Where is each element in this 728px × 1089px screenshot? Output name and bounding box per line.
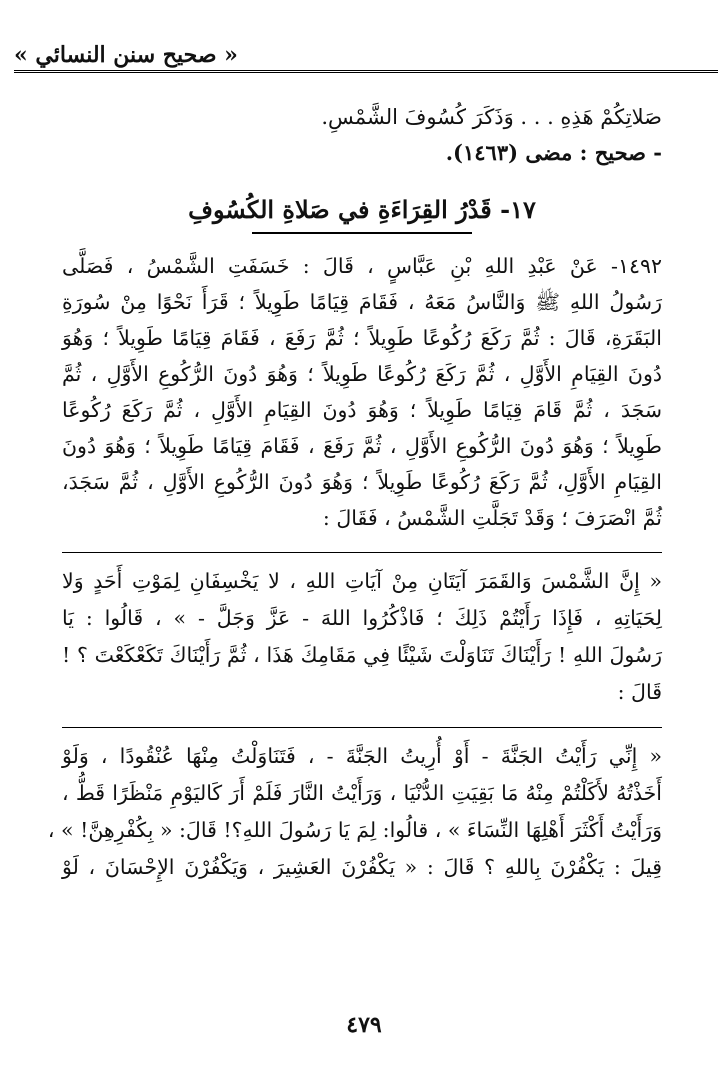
book-title: « صحيح سنن النسائي » (14, 42, 238, 68)
section-divider (62, 552, 662, 553)
intro-text (62, 100, 662, 134)
text-line: « إِنَّ الشَّمْسَ وَالقَمَرَ آيَتَانِ مِنْ آيَاتِ اللهِ ، لا يَخْسِفَانِ لِمَوْتِ أَحَدٍ وَلا (62, 569, 662, 593)
section-divider (62, 727, 662, 728)
text-line: لِحَيَاتِهِ ، فَإِذَا رَأَيْتُمْ ذَلِكَ ؛ فَاذْكُرُوا اللهَ - عَزَّ وَجَلَّ - » ، قَالُوا : يَا (62, 606, 662, 630)
text-line: سَجَدَ ، ثُمَّ قَامَ قِيَامًا طَوِيلاً ؛ وَهُوَ دُونَ القِيَامِ الأَوَّلِ ، ثُمَّ رَكَعَ رُكُوعًا (62, 398, 662, 422)
text-line: وَرَأَيْتُ أَكْثَرَ أَهْلِهَا النِّسَاءَ » ، قالُوا: لِمَ يَا رَسُولَ اللهِ؟! قَالَ: « بِكُفْرِهِنَّ! » ، (47, 818, 662, 842)
text-line: قَالَ : (617, 680, 662, 704)
hadith-grade: - صحيح : مضى (١٤٦٣). (445, 140, 662, 165)
text-line: ثُمَّ انْصَرَفَ ؛ وَقَدْ تَجَلَّتِ الشَّمْسُ ، فَقَالَ : (322, 506, 662, 530)
text-line: قِيلَ : يَكْفُرْنَ بِاللهِ ؟ قَالَ : « يَكْفُرْنَ العَشِيرَ ، وَيَكْفُرْنَ الإِحْسَانَ ، لَوْ (62, 855, 662, 879)
text-line: البَقَرَةِ، قَالَ : ثُمَّ رَكَعَ رُكُوعًا طَوِيلاً ؛ ثُمَّ رَفَعَ ، فَقَامَ قِيَامًا طَوِيلاً ؛ وَهُوَ (62, 326, 662, 350)
text-line: القِيَامِ الأَوَّلِ، ثُمَّ رَكَعَ رُكُوعًا طَوِيلاً ؛ وَهُوَ دُونَ الرُّكُوعِ الأَوَّلِ ، ثُمَّ سَجَدَ، (62, 470, 662, 494)
page-content (47, 100, 662, 886)
running-header (14, 40, 718, 73)
heading-underline (252, 232, 472, 234)
chapter-heading: ١٧- قَدْرُ القِرَاءَةِ في صَلاةِ الكُسُوفِ (188, 195, 536, 224)
text-line: طَوِيلاً ؛ وَهُوَ دُونَ الرُّكُوعِ الأَوَّلِ ، ثُمَّ رَفَعَ ، فَقَامَ قِيَامًا طَوِيلاً ؛ وَهُوَ دُونَ (62, 434, 662, 458)
text-line: ١٤٩٢- عَنْ عَبْدِ اللهِ بْنِ عَبَّاسٍ ، قَالَ : خَسَفَتِ الشَّمْسُ ، فَصَلَّى (62, 254, 662, 278)
page-number: ٤٧٩ (346, 1012, 382, 1038)
text-line: رَسُولُ اللهِ ﷺ وَالنَّاسُ مَعَهُ ، فَقَامَ قِيَامًا طَوِيلاً ؛ قَرَأَ نَحْوًا مِنْ سُورَةِ (62, 290, 662, 314)
text-line: دُونَ القِيَامِ الأَوَّلِ ، ثُمَّ رَكَعَ رُكُوعًا طَوِيلاً ؛ وَهُوَ دُونَ الرُّكُوعِ الأَوَّلِ ، ثُمَّ (62, 362, 662, 386)
text-line: رَسُولَ اللهِ ! رَأَيْنَاكَ تَنَاوَلْتَ شَيْئًا فِي مَقَامِكَ هَذَا ، ثُمَّ رَأَيْنَاكَ تَكَعْكَعْتَ ؟ ! (62, 643, 662, 667)
text-line: « إِنِّي رَأَيْتُ الجَنَّةَ - أَوْ أُرِيتُ الجَنَّةَ - ، فَتَنَاوَلْتُ مِنْهَا عُنْقُودًا ، وَلَوْ (62, 744, 662, 768)
text-line: صَلاتِكُمْ هَذِهِ . . . وَذَكَرَ كُسُوفَ الشَّمْسِ. (321, 105, 662, 129)
hadith-paragraph (62, 248, 662, 536)
text-line: أَخَذْتُهُ لأَكَلْتُمْ مِنْهُ مَا بَقِيَتِ الدُّنْيَا ، وَرَأَيْتُ النَّارَ فَلَمْ أَرَ كَاليَوْمِ مَنْظَرًا قَطُّ ، (62, 781, 662, 805)
quote-paragraph (62, 563, 662, 711)
quote-paragraph (47, 738, 662, 886)
